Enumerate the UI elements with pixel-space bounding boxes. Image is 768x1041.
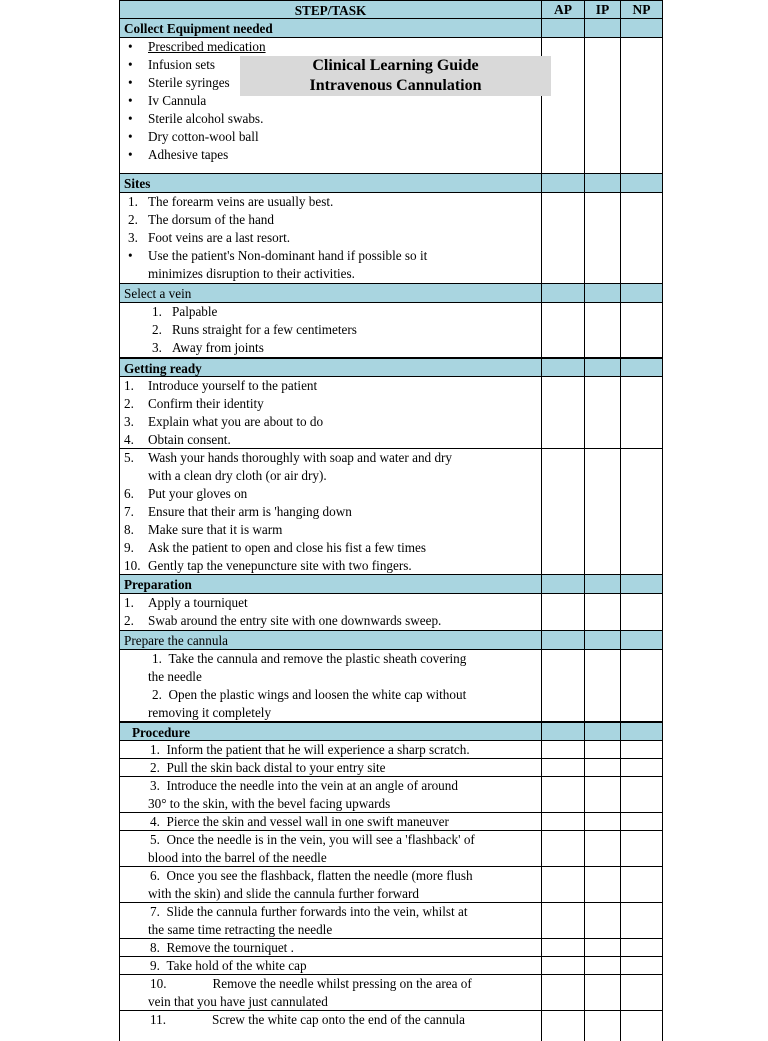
- score-cell-ip: [585, 594, 621, 630]
- title-line-2: Intravenous Cannulation: [309, 77, 482, 94]
- score-cell-ap: [542, 575, 585, 593]
- procedure-step-7: 7. Slide the cannula further forwards into the vein, whilst at the same time retracting the needle: [120, 903, 663, 939]
- score-cell-np: [621, 303, 663, 357]
- section-title: Prepare the cannula: [120, 631, 542, 649]
- score-cell-ip: [585, 1011, 621, 1041]
- section-ready-body-1: [120, 377, 663, 449]
- list-item: 3. Away from joints: [152, 340, 264, 355]
- score-cell-np: [621, 741, 663, 758]
- header-ip: IP: [585, 1, 621, 18]
- score-cell-ap: [542, 377, 585, 448]
- list-item: 6. Put your gloves on: [124, 486, 248, 501]
- score-cell-ip: [585, 38, 621, 173]
- score-cell-np: [621, 831, 663, 866]
- header-step-task: STEP/TASK: [120, 1, 542, 18]
- score-cell-ap: [542, 284, 585, 302]
- section-equipment-header: [120, 19, 663, 38]
- section-sites-header: [120, 174, 663, 193]
- list-item: 3. Explain what you are about to do: [124, 414, 324, 429]
- score-cell-ip: [585, 777, 621, 812]
- section-prep-header: [120, 575, 663, 594]
- list-item: 2. Swab around the entry site with one downwards sweep.: [124, 613, 442, 628]
- score-cell-ap: [542, 975, 585, 1010]
- score-cell-ap: [542, 631, 585, 649]
- score-cell-np: [621, 777, 663, 812]
- score-cell-np: [621, 594, 663, 630]
- score-cell-np: [621, 903, 663, 938]
- score-cell-np: [621, 38, 663, 173]
- score-cell-np: [621, 939, 663, 956]
- score-cell-np: [621, 975, 663, 1010]
- score-cell-np: [621, 723, 663, 740]
- list-item: 2. Runs straight for a few centimeters: [152, 322, 357, 337]
- list-item: 2. Confirm their identity: [124, 396, 264, 411]
- list-item-continuation: minimizes disruption to their activities.: [148, 266, 355, 281]
- list-item: • Sterile alcohol swabs.: [124, 110, 537, 128]
- list-item: 1. The forearm veins are usually best.: [128, 194, 334, 209]
- list-item: • Dry cotton-wool ball: [124, 128, 537, 146]
- list-item: 5. Wash your hands thoroughly with soap and water and dry: [124, 450, 453, 465]
- score-cell-ap: [542, 449, 585, 574]
- section-title: Getting ready: [120, 359, 542, 376]
- score-cell-ap: [542, 813, 585, 830]
- section-prep-body: [120, 594, 663, 631]
- title-line-1: Clinical Learning Guide: [312, 57, 479, 74]
- score-cell-np: [621, 284, 663, 302]
- procedure-step-5: 5. Once the needle is in the vein, you will see a 'flashback' of blood into the barrel of the needle: [120, 831, 663, 867]
- score-cell-ip: [585, 813, 621, 830]
- procedure-step-9: 9. Take hold of the white cap: [120, 957, 663, 975]
- procedure-step-3: 3. Introduce the needle into the vein at an angle of around 30° to the skin, with the bevel facing upwards: [120, 777, 663, 813]
- score-cell-ip: [585, 19, 621, 37]
- score-cell-ap: [542, 939, 585, 956]
- score-cell-ip: [585, 575, 621, 593]
- score-cell-np: [621, 575, 663, 593]
- score-cell-ip: [585, 449, 621, 574]
- list-item: • Use the patient's Non-dominant hand if possible so it: [124, 247, 537, 265]
- score-cell-ap: [542, 1011, 585, 1041]
- section-ready-header: [120, 358, 663, 377]
- score-cell-ip: [585, 284, 621, 302]
- list-item: • Adhesive tapes: [124, 146, 537, 164]
- score-cell-np: [621, 193, 663, 283]
- score-cell-ip: [585, 359, 621, 376]
- score-cell-ap: [542, 777, 585, 812]
- score-cell-np: [621, 631, 663, 649]
- score-cell-ip: [585, 631, 621, 649]
- list-item: 1. Take the cannula and remove the plastic sheath covering: [152, 651, 467, 666]
- score-cell-ap: [542, 723, 585, 740]
- section-title: Preparation: [120, 575, 542, 593]
- list-item-continuation: removing it completely: [148, 705, 272, 720]
- list-item: 8. Make sure that it is warm: [124, 522, 283, 537]
- score-cell-ip: [585, 759, 621, 776]
- list-item: • Prescribed medication: [124, 38, 537, 56]
- list-item: 2. Open the plastic wings and loosen the white cap without: [152, 687, 467, 702]
- list-item: 4. Obtain consent.: [124, 432, 231, 447]
- score-cell-np: [621, 19, 663, 37]
- score-cell-ip: [585, 650, 621, 721]
- score-cell-ap: [542, 867, 585, 902]
- procedure-step-6: 6. Once you see the flashback, flatten the needle (more flush with the skin) and slide the cannula further forward: [120, 867, 663, 903]
- score-cell-ap: [542, 359, 585, 376]
- list-item: • Infusion sets: [124, 56, 537, 74]
- section-sites-body: [120, 193, 663, 284]
- score-cell-ap: [542, 594, 585, 630]
- score-cell-ip: [585, 903, 621, 938]
- header-np: NP: [621, 1, 663, 18]
- list-item: 2. The dorsum of the hand: [128, 212, 274, 227]
- score-cell-ip: [585, 975, 621, 1010]
- list-item: 10. Gently tap the venepuncture site with two fingers.: [124, 558, 412, 573]
- list-item: 9. Ask the patient to open and close his fist a few times: [124, 540, 426, 555]
- score-cell-np: [621, 867, 663, 902]
- score-cell-ap: [542, 741, 585, 758]
- score-cell-ap: [542, 650, 585, 721]
- score-cell-np: [621, 650, 663, 721]
- score-cell-np: [621, 759, 663, 776]
- section-cannula-header: [120, 631, 663, 650]
- list-item: • Sterile syringes: [124, 74, 537, 92]
- score-cell-ip: [585, 723, 621, 740]
- list-item-continuation: the needle: [148, 669, 202, 684]
- score-cell-ap: [542, 957, 585, 974]
- section-title: Procedure: [120, 723, 542, 740]
- score-cell-ip: [585, 831, 621, 866]
- section-cannula-body: [120, 650, 663, 722]
- score-cell-ip: [585, 377, 621, 448]
- list-item: 3. Foot veins are a last resort.: [128, 230, 291, 245]
- section-title: Sites: [120, 174, 542, 192]
- score-cell-np: [621, 449, 663, 574]
- score-cell-np: [621, 359, 663, 376]
- table-header: [120, 0, 663, 19]
- score-cell-ip: [585, 193, 621, 283]
- score-cell-np: [621, 813, 663, 830]
- score-cell-ip: [585, 303, 621, 357]
- score-cell-ap: [542, 831, 585, 866]
- score-cell-np: [621, 957, 663, 974]
- list-item: 1. Palpable: [152, 304, 218, 319]
- procedure-step-10: 10. Remove the needle whilst pressing on the area of vein that you have just cannulated: [120, 975, 663, 1011]
- score-cell-ip: [585, 741, 621, 758]
- list-item: 1. Introduce yourself to the patient: [124, 378, 318, 393]
- score-cell-np: [621, 377, 663, 448]
- list-item-continuation: with a clean dry cloth (or air dry).: [148, 468, 327, 483]
- procedure-step-2: 2. Pull the skin back distal to your entry site: [120, 759, 663, 777]
- section-title: Select a vein: [120, 284, 542, 302]
- section-title: Collect Equipment needed: [120, 19, 542, 37]
- score-cell-ap: [542, 19, 585, 37]
- section-vein-body: [120, 303, 663, 358]
- score-cell-ap: [542, 193, 585, 283]
- score-cell-ip: [585, 867, 621, 902]
- section-vein-header: [120, 284, 663, 303]
- header-ap: AP: [542, 1, 585, 18]
- score-cell-ap: [542, 903, 585, 938]
- score-cell-np: [621, 174, 663, 192]
- score-cell-ip: [585, 174, 621, 192]
- score-cell-ap: [542, 759, 585, 776]
- score-cell-ap: [542, 174, 585, 192]
- score-cell-ap: [542, 303, 585, 357]
- score-cell-ip: [585, 939, 621, 956]
- list-item: 1. Apply a tourniquet: [124, 595, 248, 610]
- procedure-step-8: 8. Remove the tourniquet .: [120, 939, 663, 957]
- score-cell-ip: [585, 957, 621, 974]
- title-box: [240, 56, 551, 96]
- section-ready-body-2: [120, 449, 663, 575]
- procedure-step-11: 11. Screw the white cap onto the end of the cannula: [120, 1011, 663, 1041]
- checklist-table: [119, 0, 663, 1041]
- score-cell-np: [621, 1011, 663, 1041]
- procedure-step-4: 4. Pierce the skin and vessel wall in one swift maneuver: [120, 813, 663, 831]
- procedure-step-1: 1. Inform the patient that he will experience a sharp scratch.: [120, 741, 663, 759]
- list-item: • Iv Cannula: [124, 92, 537, 110]
- list-item: 7. Ensure that their arm is 'hanging down: [124, 504, 352, 519]
- section-procedure-header: [120, 722, 663, 741]
